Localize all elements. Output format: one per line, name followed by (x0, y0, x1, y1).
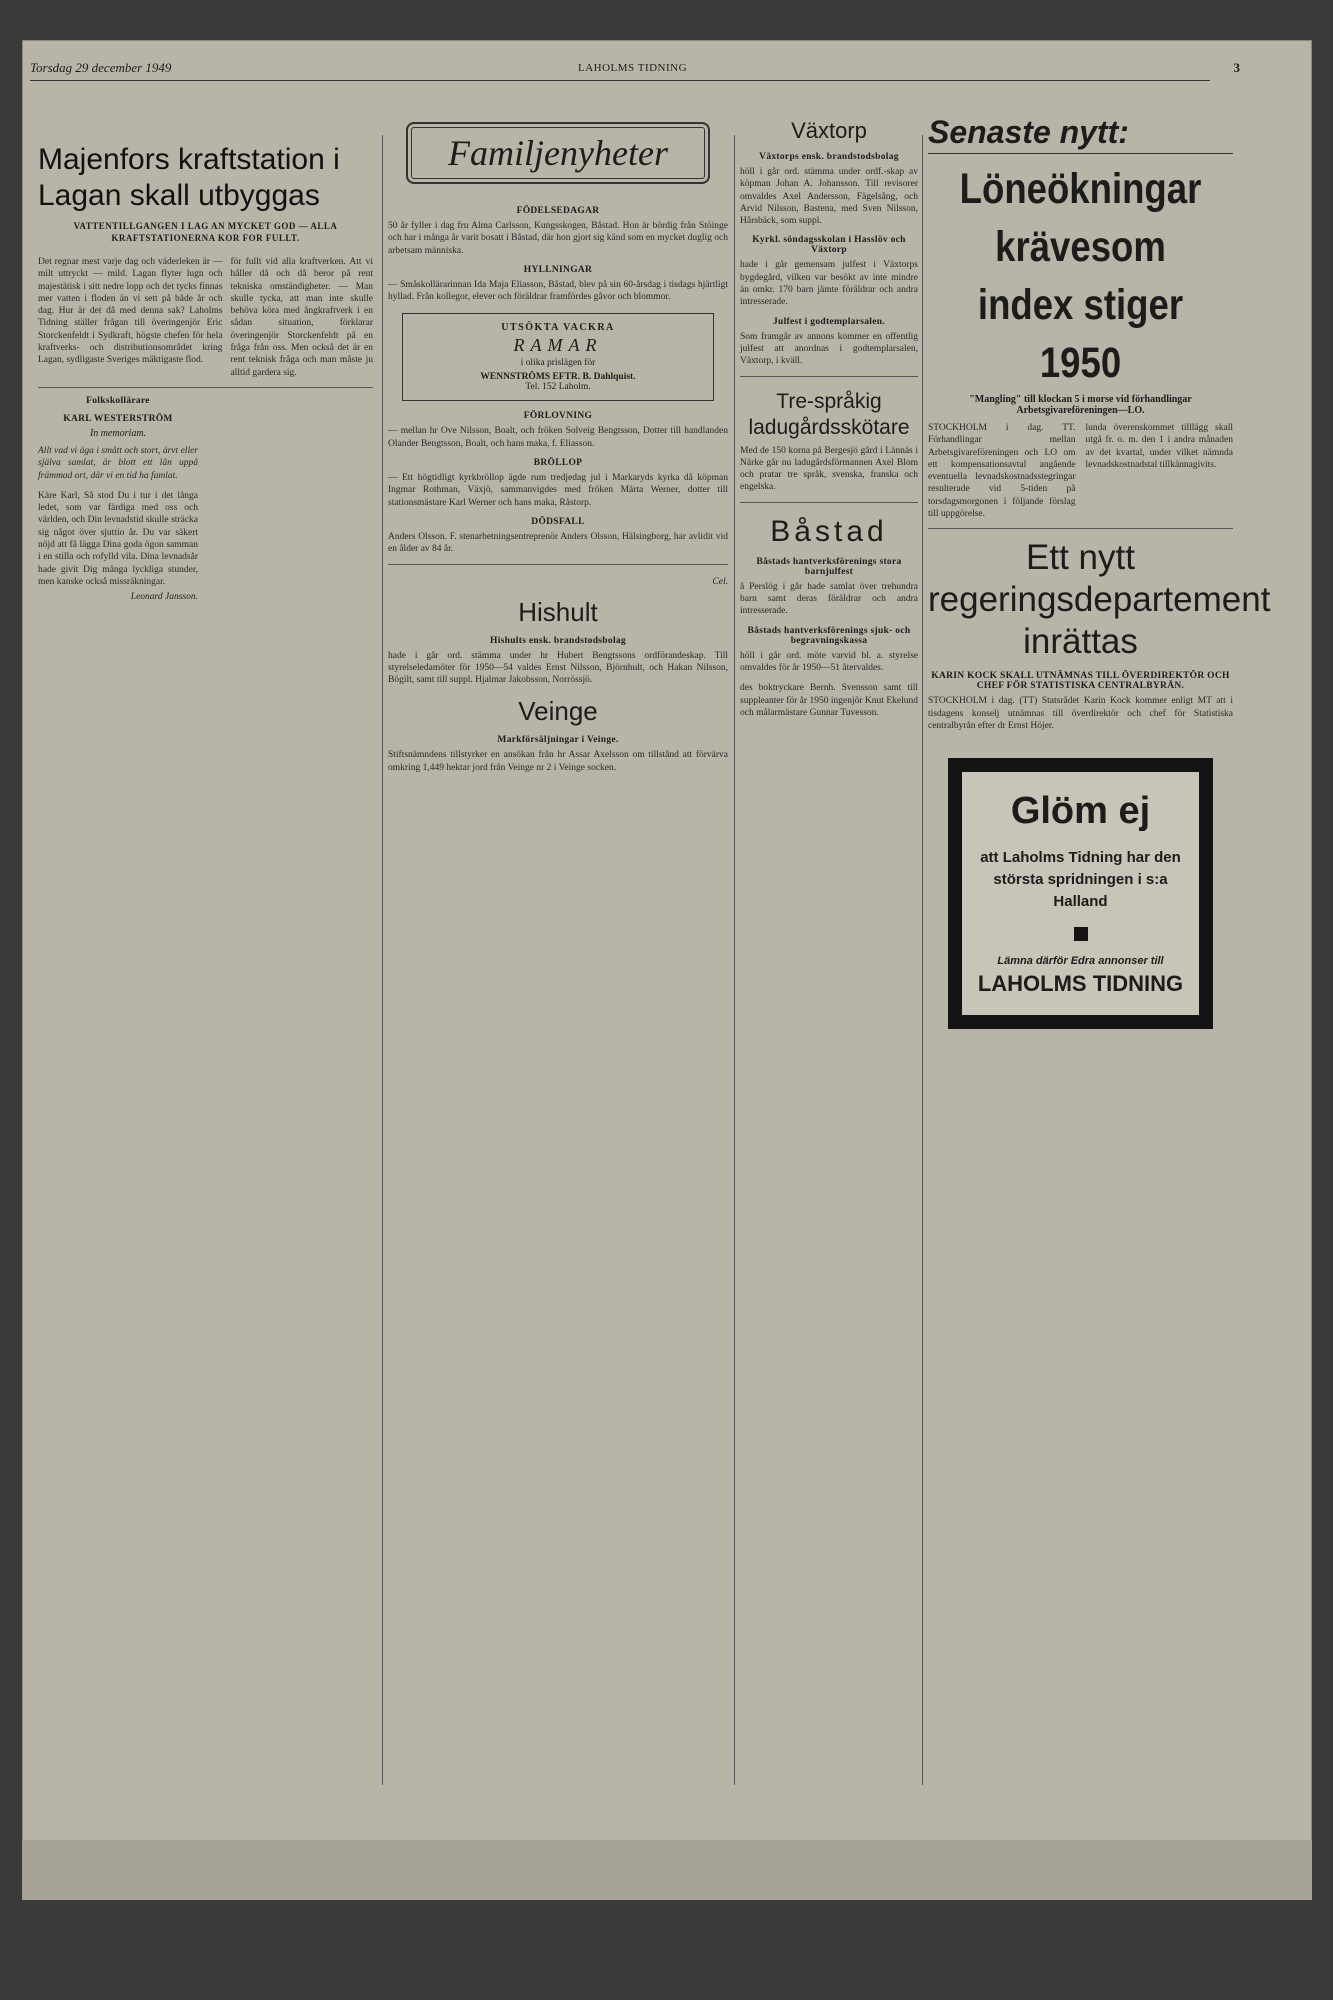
square-bullet-icon (1074, 927, 1088, 941)
hantverk-head: Båstads hantverksförenings sjuk- och begravningskassa (747, 625, 911, 646)
vaxtorp-text: höll i går ord. stämma under ordf.-skap av köpman Johan A. Johansson. Till revisorer omvaldes Axel Andersson, Fägelsång, och Arvid Nilsson, Bastena, med Sven Nilsson, Hårsbäck, som suppl. (740, 167, 918, 227)
hishult-sub: Hishults ensk. brandstodsbolag (490, 635, 626, 646)
ad-line: Tel. 152 Laholm. (525, 382, 591, 393)
page-fold (22, 1840, 1312, 1900)
familjenyheter-banner: Familjenyheter (406, 122, 710, 184)
issue-date: Torsdag 29 december 1949 (30, 60, 172, 75)
bastad-sub: Båstads hantverksförenings stora barnjulfest (756, 556, 902, 577)
hishult-text: hade i går ord. stämma under hr Hubert Bengtssons ordförandeskap. Till styrelseledamöter för 1950—54 valdes Ernst Nilsson, Björnhult, och Hakan Nilsson, Bögilt, samt till suppl. Hjalmar Jakobsson, Norrössjö. (388, 650, 728, 686)
glom-line: Lämna därför Edra annonser till (997, 955, 1164, 968)
glom-title: Glöm ej (1010, 790, 1151, 833)
glom-paper: LAHOLMS TIDNING (977, 971, 1184, 997)
article-majenfors (38, 256, 373, 379)
paper-name: LAHOLMS TIDNING (578, 62, 688, 74)
ad-line: RAMAR (513, 335, 603, 356)
hantverk-text: höll i går ord. möte varvid bl. a. styrelse omvaldes för år 1950—51 återvaldes. (740, 650, 918, 673)
senaste-nytt-head: Senaste nytt: (928, 114, 1233, 154)
page-header (30, 58, 1240, 81)
julfest-text: Som framgår av annons kommer en offentlig julfest att anordnas i godtemplarsalen, Växtorp, i kväll. (740, 331, 918, 367)
memoriam-signature: Leonard Jansson. (130, 592, 198, 603)
column-rule (922, 135, 923, 1785)
divider (740, 502, 918, 503)
column-rule (734, 135, 735, 1785)
column-majenfors (38, 92, 373, 1792)
ramar-ad (402, 313, 714, 401)
page-number: 3 (1233, 60, 1240, 75)
kock-text: STOCKHOLM i dag. (TT) Statsrådet Karin Kock kommer enligt MT att i tisdagens konselj utnämnas till överdirektör och chef för Statistiska centralbyrån efter dr Ernst Höjer. (928, 696, 1233, 731)
tresprak-title: Tre-språkig ladugårdsskötare (748, 389, 910, 439)
lone-text: lunda överenskommet tilllägg skall utgå fr. o. m. den 1 i andra månaden av det kvartal, under vilket nämnda levnadskostnadstal tillkännagivits. (1085, 423, 1233, 470)
article-text: Det regnar mest varje dag och väderleken är — milt uttryckt — mild. Lagan flyter lugn och majestätisk i sitt nedre lopp och det tycks finnas mer vatten i floden än vi sett på både år och dag. Hur är det då med denna sak? Laholms Tidning ställer frågan till överingenjör Eric Storckenfeldt i Sydkraft, högste chefen för hela kraftverks- och distributionsområdet kring Lagan, sydligaste Sveriges mäktigaste flod. (38, 257, 223, 366)
vaxtorp-sub: Växtorps ensk. brandstodsbolag (759, 152, 899, 162)
ad-line: WENNSTRÖMS EFTR. B. Dahlquist. (480, 372, 636, 383)
headline-majenfors: Majenfors kraftstation i Lagan skall utbyggas (38, 143, 340, 212)
divider (928, 528, 1233, 529)
hyllningar-text: — Småskollärarinnan Ida Maja Eliasson, Båstad, blev på sin 60-årsdag i tisdags hjärtligt hyllad. Från kollegor, elever och föräldrar framfördes gåvor och blommor. (388, 279, 728, 303)
memoriam-name: KARL WESTERSTRÖM (63, 413, 173, 424)
fodelsedagar-text: 50 år fyller i dag fru Alma Carlsson, Kungsskogen, Båstad. Hon är bördig från Stöinge och har i många år varit bosatt i Båstad, där hon gjort sig känd som en mycket duglig och arbetsam människa. (388, 221, 728, 256)
memoriam-text: Käre Karl, Så stod Du i tur i det långa ledet, som var färdiga med oss och världen, och Din levnadstid skulle sträcka sig något över sjuttio år. Du var säkert nöjd att få lägga Dina goda ögon samman i en stilla och rofylld vila. Dina levnadsår hade givit Dig många lyckliga stunder, men kanske också missräkningar. (38, 490, 198, 587)
veinge-sub: Markförsäljningar i Veinge. (497, 735, 619, 746)
divider (740, 376, 918, 377)
column-rule (382, 135, 383, 1785)
brollop-head: BRÖLLOP (533, 458, 583, 469)
kock-sub: KARIN KOCK SKALL UTNÄMNAS TILL ÖVERDIREKTÖR OCH CHEF FÖR STATISTISKA CENTRALBYRÅN. (931, 671, 1230, 692)
forlovning-head: FÖRLOVNING (523, 411, 593, 422)
hishult-title: Hishult (518, 596, 598, 627)
departement-headline: Ett nytt regeringsdepartement inrättas (928, 538, 1271, 662)
brollop-text: — Ett högtidligt kyrkbröllop ägde rum tredjedag jul i Markaryds kyrka då köpman Ingmar Rothman, Växjö, sammanvigdes med fröken Märta Werner, dotter till stationsmästare Karl Werner och hans maka, Råstorp. (388, 473, 728, 508)
tresprak-text: Med de 150 korna på Bergesjö gård i Lännäs i Närke går nu ladugårdsförmannen Axel Blom och pratar tre språk, svenska, franska och engelska. (740, 445, 918, 493)
continued-text: des boktryckare Bernh. Svensson samt till suppleanter för år 1950 ingenjör Knut Ekelund och målarmästare Gunnar Tuvesson. (740, 683, 918, 718)
kyrkl-text: hade i går gemensam julfest i Växtorps bygdegård, vilken var besökt av inte mindre än omkr. 170 barn jämte föräldrar och andra intresserade. (740, 260, 918, 308)
glom-ej-ad (948, 758, 1213, 1029)
dodsfall-text: Anders Olsson. F. stenarbetningsentreprenör Anders Olsson, Hälsingborg, har avlidit vid en ålder av 84 år. (388, 531, 728, 555)
julfest-head: Julfest i godtemplarsalen. (772, 316, 886, 327)
divider (388, 564, 728, 565)
vaxtorp-title: Växtorp (791, 118, 867, 143)
column-senaste-nytt (928, 92, 1271, 1792)
hyllningar-head: HYLLNINGAR (523, 264, 593, 275)
forlovning-text: — mellan hr Ove Nilsson, Boalt, och fröken Solveig Bengtsson, Dotter till handlanden Olander Bengtsson, Boalt, och hans maka, f. Eliasson. (388, 426, 728, 449)
signature-cel: Cel. (712, 576, 728, 587)
bastad-text: å Perslög i går hade samlat över trehundra barn samt deras föräldrar och andra intresserade. (740, 581, 918, 617)
veinge-title: Veinge (518, 696, 598, 727)
bastad-title: Båstad (770, 514, 888, 548)
divider (38, 387, 373, 388)
memoriam-sub: In memoriam. (89, 427, 147, 439)
dodsfall-head: DÖDSFALL (531, 516, 585, 527)
lone-quote: "Mangling" till klockan 5 i morse vid förhandlingar Arbetsgivareföreningen—LO. (969, 394, 1192, 416)
kyrkl-head: Kyrkl. söndagsskolan i Hasslöv och Växtorp (752, 235, 906, 256)
memoriam-poem: Allt vad vi äga i smått och stort, ärvt eller själva samlat, är blott ett lån uppå främmad ort, där vi en tid ha famlat. (38, 445, 198, 481)
glom-line: att Laholms Tidning har den största spridningen i s:a Halland (980, 849, 1181, 911)
ad-line: UTSÖKTA VACKRA (501, 322, 615, 334)
lone-text: STOCKHOLM i dag. TT. Förhandlingar mellan Arbetsgivareföreningen och LO om ett kompensationsavtal angående eventuella levnadskostnadsstegringar resulterade vid 5-tiden på torsdagsmorgonen i följande förslag till uppgörelse. (928, 423, 1076, 520)
article-text: för fullt vid alla kraftverken. Att vi håller då och då beror på rent tekniska omständigheter. — Man skulle tycka, att man inte skulle behöva köra med ångkraftverk i en sådan situation, förklarar överingenjör Storckenfeldt på en fråga från oss. Men också det är en rent teknisk fråga och man måste ju alltid gardera sig. (230, 257, 373, 378)
fodelsedagar-head: FÖDELSEDAGAR (516, 206, 600, 216)
ad-line: i olika prislägen för (520, 358, 596, 369)
veinge-text: Stiftsnämndens tillstyrker en ansökan från hr Assar Axelsson om tillstånd att förvärva omkring 1,449 hektar jord från Veinge nr 2 i Veinge socken. (388, 750, 728, 773)
memoriam-label: Folkskollärare (86, 395, 150, 406)
subhead-majenfors: VATTENTILLGANGEN I LAG AN MYCKET GOD — ALLA KRAFTSTATIONERNA KOR FOR FULLT. (73, 221, 338, 243)
lone-headline: Löneökningar krävesom index stiger 1950 (959, 165, 1202, 387)
column-familjenyheter (388, 92, 728, 1792)
column-vaxtorp (740, 92, 918, 1792)
